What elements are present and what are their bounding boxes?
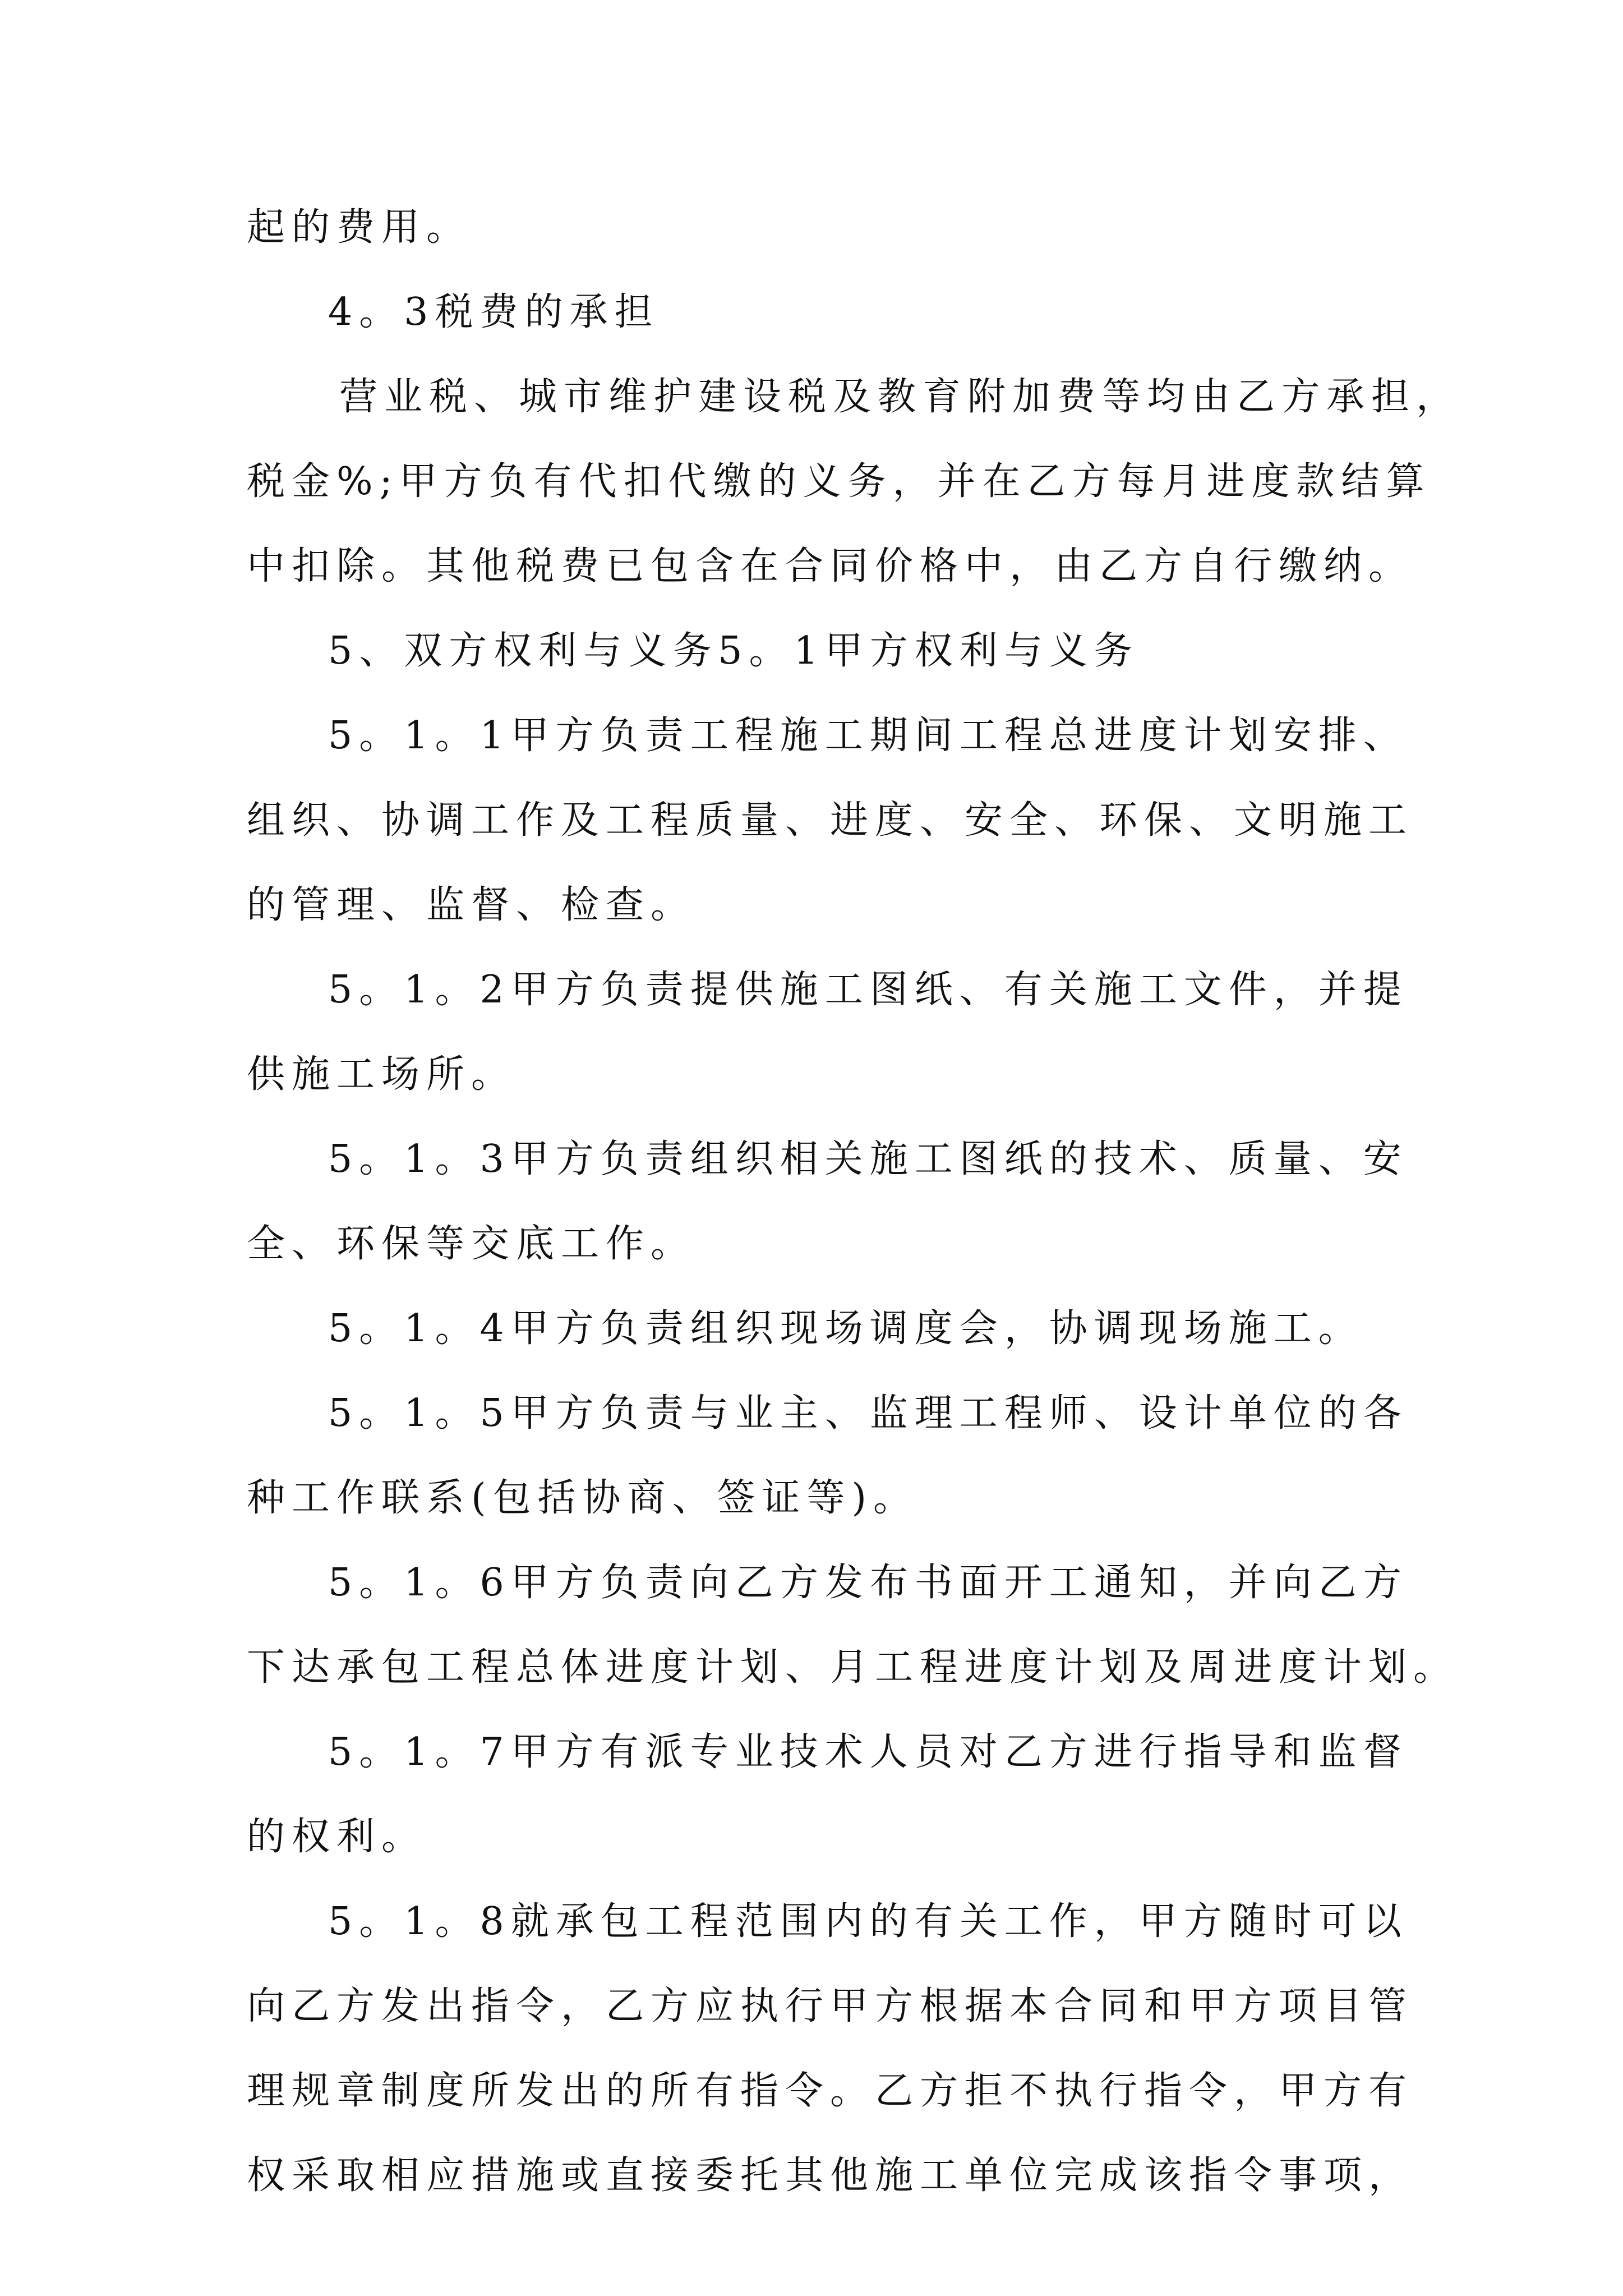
text-line: 5。1。8就承包工程范围内的有关工作，甲方随时可以 [328,1899,1408,1944]
text-line: 5。1。1甲方负责工程施工期间工程总进度计划安排、 [328,714,1408,758]
text-line: 5。1。4甲方负责组织现场调度会，协调现场施工。 [328,1306,1363,1351]
text-line: 下达承包工程总体进度计划、月工程进度计划及周进度计划。 [247,1645,1459,1690]
text-line: 营业税、城市维护建设税及教育附加费等均由乙方承担， [339,375,1461,419]
text-line: 5。1。5甲方负责与业主、监理工程师、设计单位的各 [328,1391,1408,1435]
text-line: 向乙方发出指令，乙方应执行甲方根据本合同和甲方项目管 [247,1984,1414,2028]
text-line: 5。1。2甲方负责提供施工图纸、有关施工文件，并提 [328,968,1408,1012]
text-line: 全、环保等交底工作。 [247,1222,696,1266]
text-line: 5。1。6甲方负责向乙方发布书面开工通知，并向乙方 [328,1561,1408,1605]
section-heading: 4。3税费的承担 [328,290,660,334]
text-line: 供施工场所。 [247,1052,517,1097]
text-line: 5。1。3甲方负责组织相关施工图纸的技术、质量、安 [328,1137,1408,1181]
contract-text [247,185,1461,2218]
text-line: 理规章制度所发出的所有指令。乙方拒不执行指令，甲方有 [247,2069,1414,2113]
text-line: 5。1。7甲方有派专业技术人员对乙方进行指导和监督 [328,1730,1408,1774]
section-heading: 5、双方权利与义务5。1甲方权利与义务 [328,629,1139,673]
text-line: 的权利。 [247,1815,427,1859]
text-line: 税金%;甲方负有代扣代缴的义务，并在乙方每月进度款结算 [247,459,1431,504]
text-line: 权采取相应措施或直接委托其他施工单位完成该指令事项， [247,2154,1414,2198]
text-line: 中扣除。其他税费已包含在合同价格中，由乙方自行缴纳。 [247,544,1414,588]
text-line: 起的费用。 [247,205,472,250]
text-line: 组织、协调工作及工程质量、进度、安全、环保、文明施工 [247,798,1414,843]
text-line: 种工作联系(包括协商、签证等)。 [247,1476,919,1520]
text-line: 的管理、监督、检查。 [247,883,696,927]
